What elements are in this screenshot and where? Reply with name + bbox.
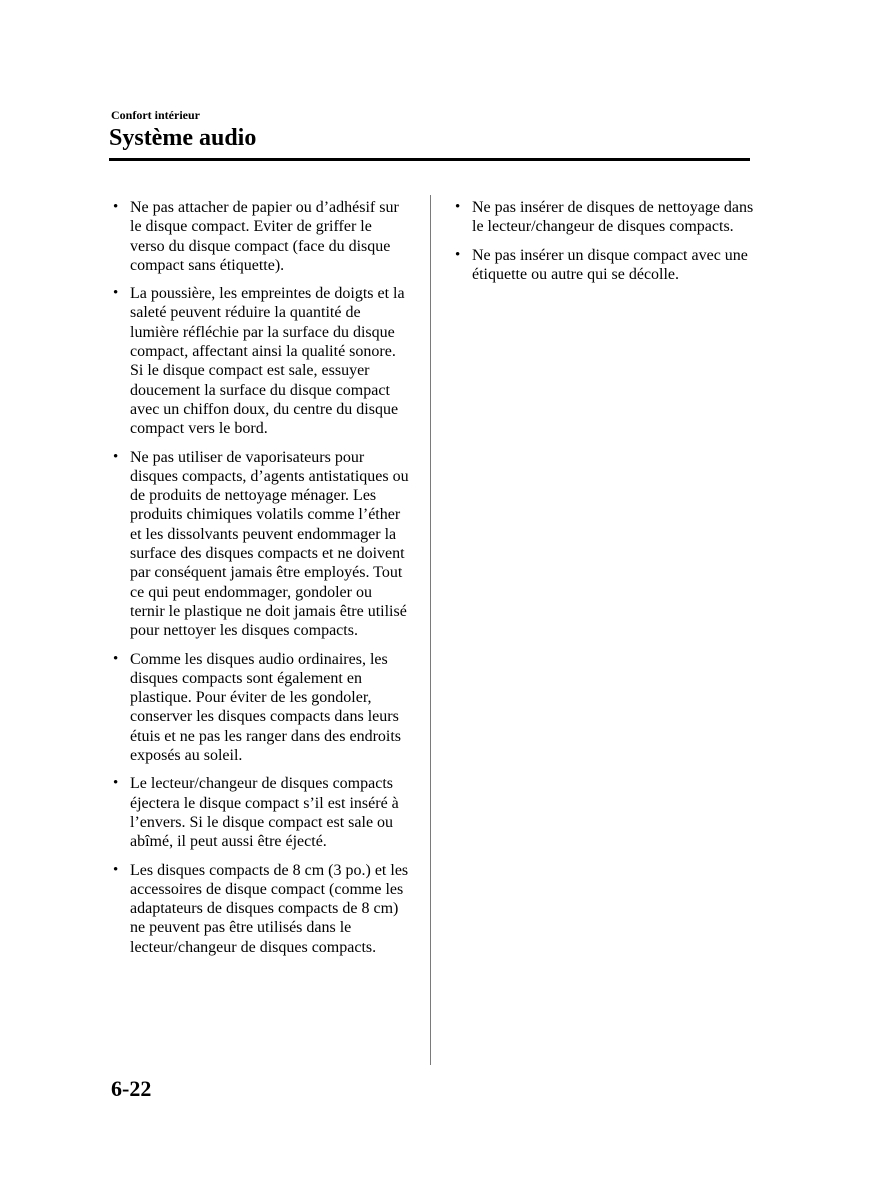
list-item-text: Ne pas insérer de disques de nettoyage dans le lecteur/changeur de disques compacts.	[472, 199, 754, 236]
page-number: 6-22	[111, 1076, 152, 1101]
column-divider	[430, 195, 431, 1065]
title-rule	[109, 158, 750, 161]
list-item-text: Ne pas attacher de papier ou d’adhésif sur le disque compact. Eviter de griffer le verso du disque compact (face du disque compact sans étiquette).	[130, 199, 399, 274]
bullet-icon: •	[113, 861, 119, 878]
bullet-icon: •	[113, 448, 119, 465]
list-item	[113, 198, 410, 275]
list-item	[113, 284, 410, 438]
list-item-text: Ne pas utiliser de vaporisateurs pour disques compacts, d’agents antistatiques ou de produits de nettoyage ménager. Les produits chimiques volatils comme l’éther et les dissolvants peuvent endommager la surface des disques compacts et ne doivent par conséquent jamais être employés. Tout ce qui peut endommager, gondoler ou ternir le plastique ne doit jamais être utilisé pour nettoyer les disques compacts.	[130, 448, 409, 640]
list-item	[113, 650, 410, 766]
bullet-icon: •	[113, 285, 119, 302]
right-column-list	[455, 198, 755, 293]
list-item	[455, 246, 755, 285]
list-item	[113, 861, 410, 957]
list-item-text: Les disques compacts de 8 cm (3 po.) et les accessoires de disque compact (comme les adaptateurs de disques compacts de 8 cm) ne peuvent pas être utilisés dans le lecteur/changeur de disques compacts.	[130, 861, 409, 956]
list-item-text: La poussière, les empreintes de doigts et la saleté peuvent réduire la quantité de lumière réfléchie par la surface du disque compact, affectant ainsi la qualité sonore. Si le disque compact est sale, essuyer doucement la surface du disque compact avec un chiffon doux, du centre du disque compact vers le bord.	[130, 285, 405, 438]
bullet-icon: •	[113, 650, 119, 667]
page-title: Système audio	[109, 125, 257, 151]
list-item-text: Ne pas insérer un disque compact avec une étiquette ou autre qui se décolle.	[472, 246, 748, 283]
list-item-text: Comme les disques audio ordinaires, les disques compacts sont également en plastique. Pour éviter de les gondoler, conserver les disques compacts dans leurs étuis et ne pas les ranger dans des endroits exposés au soleil.	[130, 650, 402, 765]
list-item	[113, 448, 410, 641]
left-column-list	[113, 198, 410, 966]
bullet-icon: •	[113, 199, 119, 215]
bullet-icon: •	[455, 246, 461, 263]
list-item	[113, 774, 410, 851]
bullet-icon: •	[455, 199, 461, 215]
list-item	[455, 198, 755, 237]
bullet-icon: •	[113, 775, 119, 792]
section-label: Confort intérieur	[111, 108, 200, 122]
list-item-text: Le lecteur/changeur de disques compacts éjectera le disque compact s’il est inséré à l’envers. Si le disque compact est sale ou abîmé, il peut aussi être éjecté.	[130, 775, 399, 851]
